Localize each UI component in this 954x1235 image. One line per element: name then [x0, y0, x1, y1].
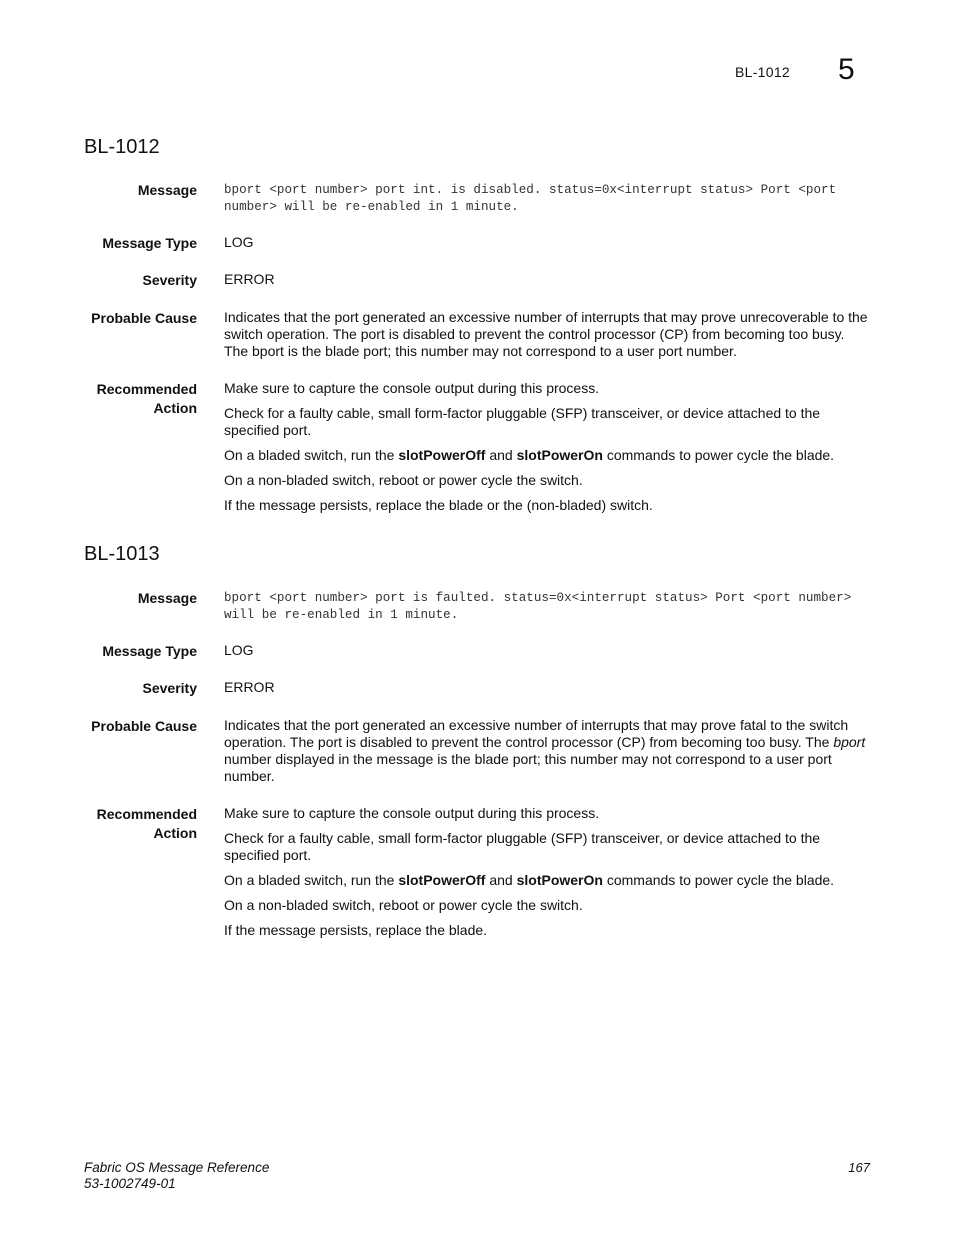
- message-text: bport <port number> port int. is disabled. status=0x<interrupt status> Port <port number> will be re-enabled in 1 minute.: [224, 183, 837, 214]
- entry-title: BL-1013: [84, 543, 160, 565]
- action-paragraph: On a non-bladed switch, reboot or power cycle the switch.: [224, 472, 583, 488]
- footer-document-info: [84, 1160, 269, 1192]
- action-text: and: [485, 872, 517, 888]
- entry-title: BL-1012: [84, 136, 160, 158]
- message-type-value: LOG: [224, 234, 254, 250]
- message-type-value: LOG: [224, 642, 254, 658]
- footer-doc-title: Fabric OS Message Reference: [84, 1160, 270, 1175]
- field-label: Severity: [142, 272, 197, 288]
- action-paragraph: If the message persists, replace the blade or the (non-bladed) switch.: [224, 497, 653, 513]
- action-paragraph: [224, 872, 872, 889]
- action-paragraph: Check for a faulty cable, small form-factor pluggable (SFP) transceiver, or device attached to the specified port.: [224, 405, 821, 438]
- action-paragraph: Make sure to capture the console output during this process.: [224, 380, 600, 396]
- action-paragraph: [224, 447, 872, 464]
- field-label: Probable Cause: [91, 718, 197, 734]
- action-text: commands to power cycle the blade.: [602, 872, 835, 888]
- footer-doc-number: 53-1002749-01: [84, 1176, 176, 1191]
- chapter-number: 5: [838, 53, 855, 86]
- command-name: slotPowerOff: [398, 872, 486, 888]
- message-text: bport <port number> port is faulted. status=0x<interrupt status> Port <port number> will be re-enabled in 1 minute.: [224, 591, 852, 622]
- recommended-action-list: [224, 805, 872, 947]
- field-label: Severity: [142, 680, 197, 696]
- running-head: BL-1012: [734, 64, 790, 80]
- field-label: Probable Cause: [91, 310, 197, 326]
- action-text: On a bladed switch, run the: [224, 447, 399, 463]
- field-label-line: Recommended: [96, 381, 197, 397]
- cause-emphasis: bport: [833, 734, 866, 750]
- field-label: [57, 380, 197, 418]
- recommended-action-list: [224, 380, 872, 522]
- field-label: [57, 805, 197, 843]
- field-label-line: Action: [153, 825, 197, 841]
- page-number: 167: [848, 1160, 870, 1175]
- field-label-line: Recommended: [96, 806, 197, 822]
- command-name: slotPowerOn: [516, 447, 603, 463]
- action-paragraph: On a non-bladed switch, reboot or power cycle the switch.: [224, 897, 583, 913]
- action-text: commands to power cycle the blade.: [602, 447, 835, 463]
- field-label: Message Type: [102, 235, 197, 251]
- command-name: slotPowerOn: [516, 872, 603, 888]
- action-paragraph: Check for a faulty cable, small form-factor pluggable (SFP) transceiver, or device attached to the specified port.: [224, 830, 821, 863]
- severity-value: ERROR: [224, 271, 275, 287]
- field-label: Message: [137, 590, 197, 606]
- command-name: slotPowerOff: [398, 447, 486, 463]
- action-text: On a bladed switch, run the: [224, 872, 399, 888]
- action-paragraph: If the message persists, replace the blade.: [224, 922, 488, 938]
- probable-cause-text: [224, 717, 872, 785]
- field-label: Message: [137, 182, 197, 198]
- action-text: and: [485, 447, 517, 463]
- severity-value: ERROR: [224, 679, 275, 695]
- probable-cause-text: Indicates that the port generated an excessive number of interrupts that may prove unrecoverable to the switch operation. The port is disabled to prevent the control processor (CP) from becoming too busy. The bport is the blade port; this number may not correspond to a user port number.: [224, 309, 868, 359]
- action-paragraph: Make sure to capture the console output during this process.: [224, 805, 600, 821]
- field-label: Message Type: [102, 643, 197, 659]
- cause-text: Indicates that the port generated an excessive number of interrupts that may prove fatal to the switch operation. The port is disabled to prevent the control processor (CP) from becoming too busy. The: [224, 717, 849, 750]
- field-label-line: Action: [153, 400, 197, 416]
- cause-text: number displayed in the message is the blade port; this number may not correspond to a user port number.: [224, 751, 832, 784]
